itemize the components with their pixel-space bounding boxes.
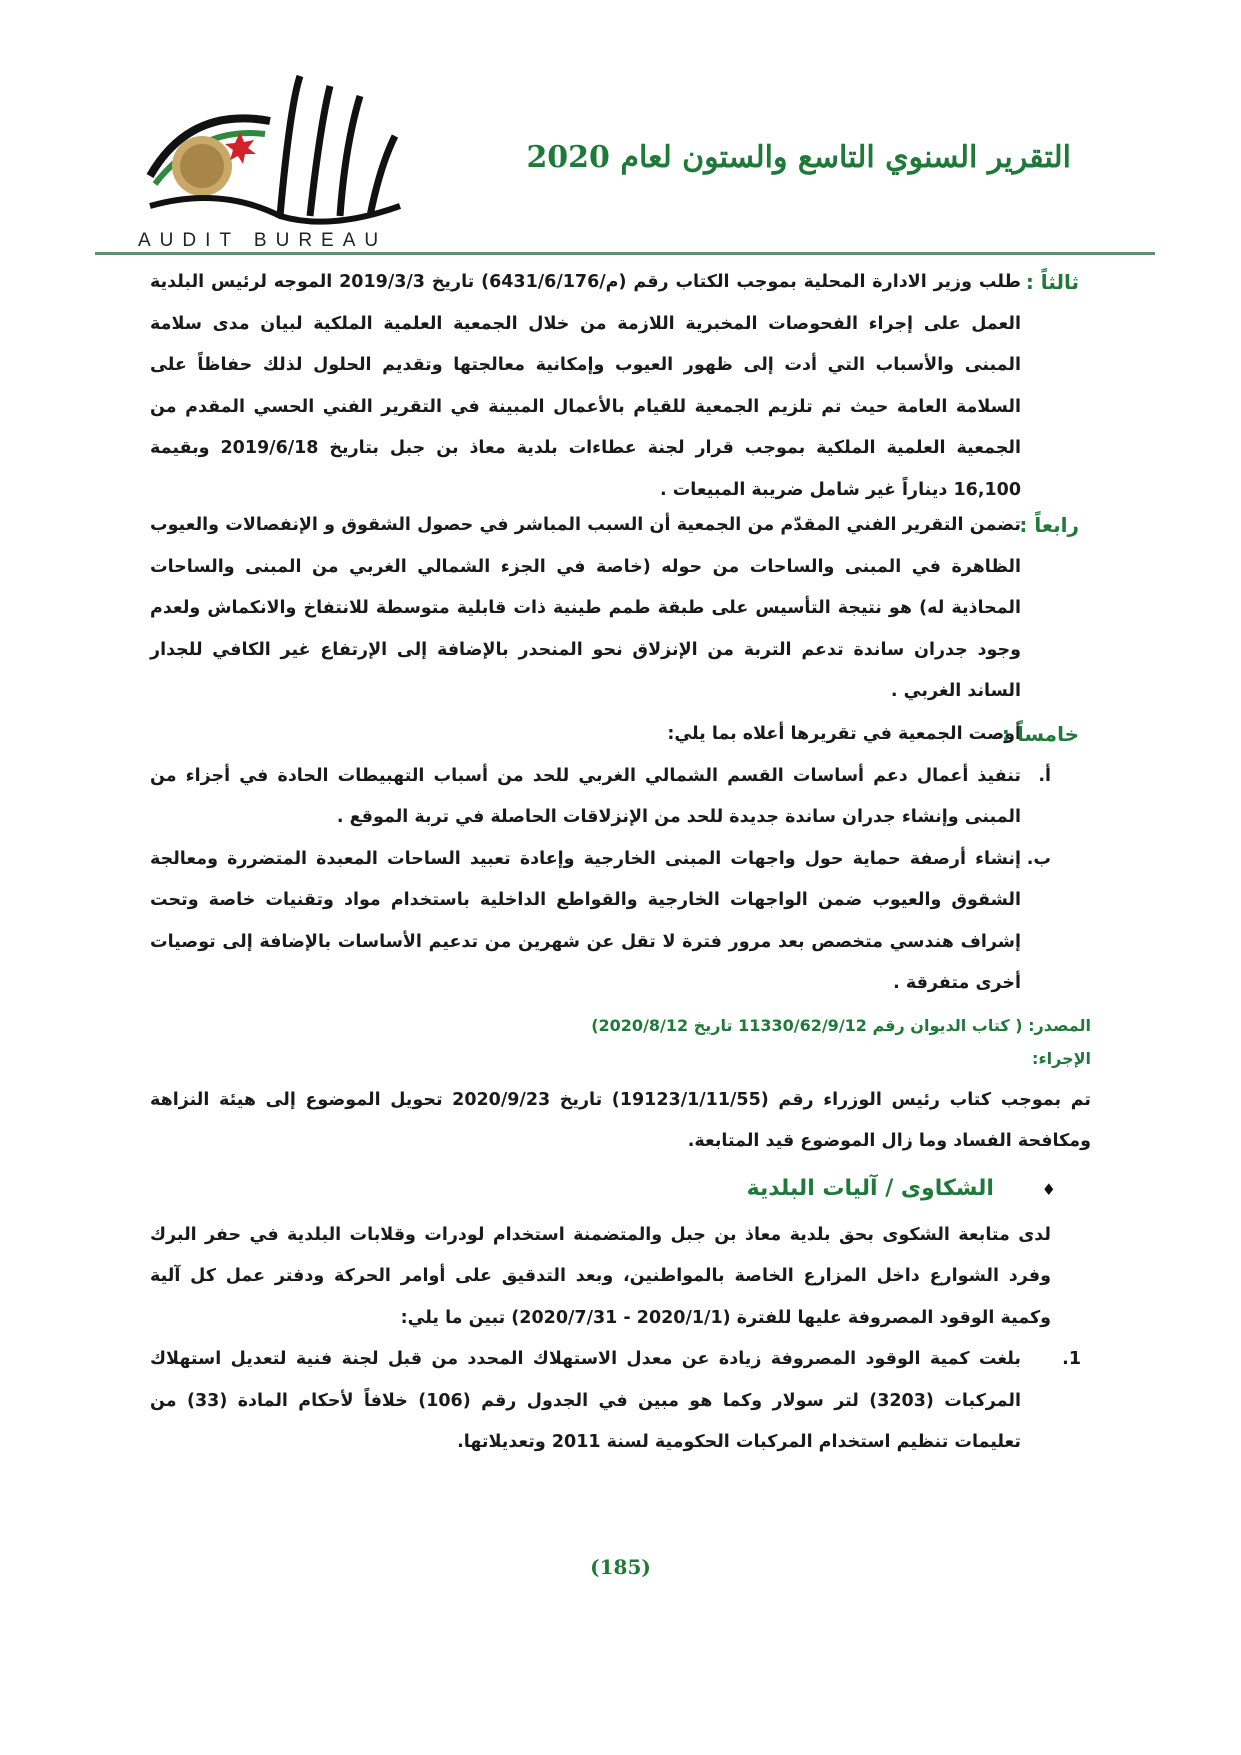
- list-marker: أ.: [1038, 765, 1051, 786]
- section-text: طلب وزير الادارة المحلية بموجب الكتاب رقم (م/6431/6/176) تاريخ 2019/3/3 الموجه لرئيس البلدية العمل على إجراء الفحوصات المخبرية اللازمة من خلال الجمعية العلمية الملكية لبيان مدى سلامة المبنى والأسباب التي أدت إلى ظهور العيوب وإمكانية معالجتها وتقديم الحلول لذلك حفاظاً على السلامة العامة حيث تم تلزيم الجمعية للقيام بالأعمال المبينة في التقرير الفني الحسي المقدم من الجمعية العلمية الملكية بموجب قرار لجنة عطاءات بلدية معاذ بن جبل بتاريخ 2019/6/18 وبقيمة 16,100 ديناراً غير شامل ضريبة المبيعات .: [150, 272, 1021, 500]
- logo-text: AUDIT BUREAU: [138, 230, 388, 251]
- complaints-intro: لدى متابعة الشكوى بحق بلدية معاذ بن جبل والمتضمنة استخدام لودرات وقلابات البلدية في حفر البرك وفرد الشوارع داخل المزارع الخاصة بالمواطنين، وبعد التدقيق على أوامر الحركة ودفتر عمل كل آلية وكمية الوقود المصروفة عليها للفترة (2020/1/1 - 2020/7/31) تبين ما يلي:: [150, 1224, 1051, 1328]
- heading-text: الشكاوى / آليات البلدية: [746, 1176, 994, 1201]
- list-item: [150, 1339, 1091, 1464]
- list-item: [150, 839, 1051, 1005]
- section-text: أوصت الجمعية في تقريرها أعلاه بما يلي:: [667, 724, 1021, 744]
- action-section: [150, 1038, 1091, 1163]
- source-reference: المصدر: ( كتاب الديوان رقم 11330/62/9/12 تاريخ 2020/8/12): [591, 1015, 1091, 1035]
- section-fourth: [150, 505, 1091, 713]
- list-marker: 1.: [1062, 1349, 1081, 1369]
- list-item-text: بلغت كمية الوقود المصروفة زيادة عن معدل الاستهلاك المحدد من قبل لجنة فنية لتعديل استهلاك المركبات (3203) لتر سولار وكما هو مبين في الجدول رقم (106) خلافاً لأحكام المادة (33) من تعليمات تنظيم استخدام المركبات الحكومية لسنة 2011 وتعديلاتها.: [150, 1349, 1021, 1452]
- logo-emblem-icon: [130, 66, 415, 226]
- audit-bureau-logo: [130, 66, 415, 252]
- diamond-bullet-icon: ♦: [1041, 1180, 1056, 1199]
- list-item-text: تنفيذ أعمال دعم أساسات القسم الشمالي الغربي للحد من أسباب التهبيطات الحادة في أجزاء من المبنى وإنشاء جدران ساندة جديدة للحد من الإنزلاقات الحاصلة في تربة الموقع .: [150, 765, 1021, 827]
- action-label: الإجراء:: [1032, 1049, 1091, 1068]
- list-item: [150, 756, 1051, 839]
- action-text: تم بموجب كتاب رئيس الوزراء رقم (19123/1/11/55) تاريخ 2020/9/23 تحويل الموضوع إلى هيئة النزاهة ومكافحة الفساد وما زال الموضوع قيد المتابعة.: [150, 1089, 1092, 1151]
- list-item-text: إنشاء أرصفة حماية حول واجهات المبنى الخارجية وإعادة تعبيد الساحات المعبدة المتضررة ومعالجة الشقوق والعيوب ضمن الواجهات الخارجية والقواطع الداخلية باستخدام مواد وتقنيات خاصة وتحت إشراف هندسي متخصص بعد مرور فترة لا تقل عن شهرين من تدعيم الأساسات بالإضافة إلى توصيات أخرى متفرقة .: [150, 848, 1021, 993]
- list-marker: ب.: [1026, 848, 1051, 869]
- section-label: خامساً :: [1001, 722, 1079, 746]
- complaints-section: [150, 1168, 1091, 1464]
- section-text: تضمن التقرير الفني المقدّم من الجمعية أن السبب المباشر في حصول الشقوق و الإنفصالات والعيوب الظاهرة في المبنى والساحات من حوله (خاصة في الجزء الشمالي الغربي من المبنى والساحات المحاذية له) هو نتيجة التأسيس على طبقة طمم طينية ذات قابلية متوسطة للانتفاخ والانكماش ولعدم وجود جدران ساندة تدعم التربة من الإنزلاق نحو المنحدر بالإضافة إلى الإرتفاع غير الكافي للجدار الساند الغربي .: [150, 515, 1021, 701]
- section-label: ثالثاً :: [1025, 270, 1079, 294]
- page-number: (185): [590, 1555, 651, 1579]
- section-fifth: [150, 714, 1091, 1046]
- section-label: رابعاً :: [1019, 513, 1079, 537]
- section-third: [150, 262, 1091, 511]
- report-title: التقرير السنوي التاسع والستون لعام 2020: [526, 140, 1071, 175]
- header-divider: [95, 252, 1155, 255]
- section-heading: [150, 1168, 1056, 1211]
